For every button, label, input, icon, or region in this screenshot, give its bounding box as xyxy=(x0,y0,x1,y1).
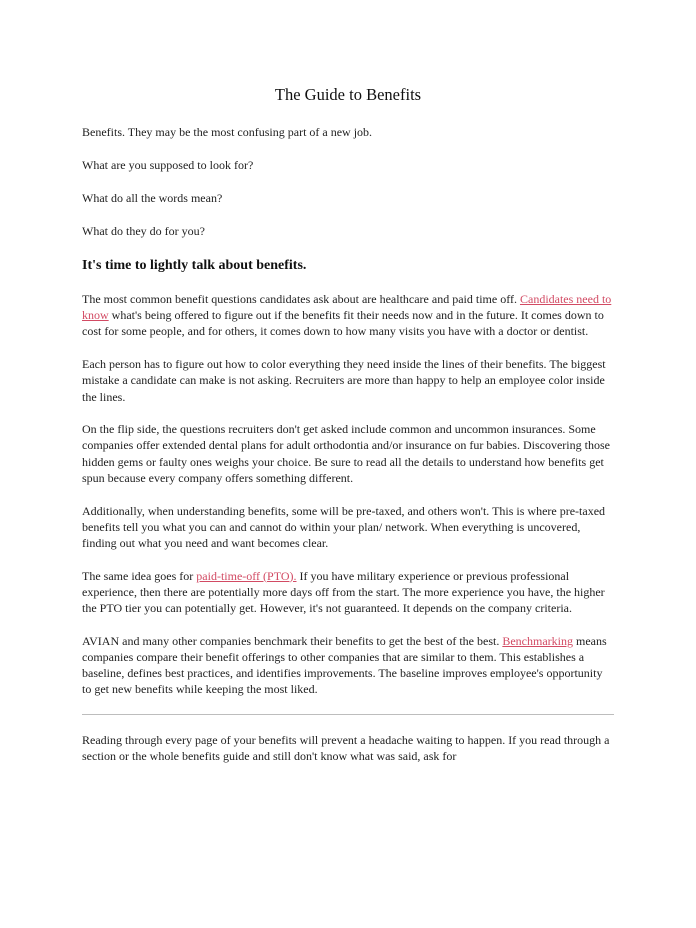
paragraph-text: If you have military experience or previous professional experience, then there are potentially more days off from the start. The more experience you have, the higher the PTO tier you can potentially get. However, it's not guaranteed. It depends on the company criteria. xyxy=(82,568,605,616)
benchmarking-link[interactable]: Benchmarking xyxy=(502,633,573,648)
section-heading: It's time to lightly talk about benefits. xyxy=(82,258,307,273)
paragraph-pto xyxy=(82,568,614,617)
intro-line: What are you supposed to look for? xyxy=(82,158,254,172)
page-title: The Guide to Benefits xyxy=(274,85,422,104)
paragraph-healthcare xyxy=(82,291,614,340)
intro-line: What do they do for you? xyxy=(82,224,205,238)
paragraph-flip-side: On the flip side, the questions recruiters don't get asked include common and uncommon insurances. Some companies offer extended dental plans for adult orthodontia and/or insurance on fur babies. Discovering those hidden gems or faulty ones weighs your choice. Be sure to read all the details to understand how benefits get spun because every company offers something different. xyxy=(82,422,610,485)
paragraph-reading-through: Reading through every page of your benefits will prevent a headache waiting to happen. If you read through a section or the whole benefits guide and still don't know what was said, ask for xyxy=(82,733,610,764)
candidates-need-to-know-link[interactable]: Candidates need to know xyxy=(82,292,612,323)
paid-time-off-link[interactable]: paid-time-off (PTO). xyxy=(196,568,297,583)
intro-line: Benefits. They may be the most confusing part of a new job. xyxy=(82,125,373,139)
paragraph-text: The most common benefit questions candidates ask about are healthcare and paid time off. xyxy=(82,292,520,306)
paragraph-benchmark xyxy=(82,633,614,698)
document-page xyxy=(82,84,614,781)
paragraph-text: The same idea goes for xyxy=(82,568,197,583)
section-divider xyxy=(82,714,614,715)
paragraph-text: what's being offered to figure out if the benefits fit their needs now and in the future. It comes down to cost for some people, and for others, it comes down to how many visits you have with a doctor or dentist. xyxy=(82,308,604,339)
paragraph-text: means companies compare their benefit offerings to other companies that are similar to them. This establishes a baseline, defines best practices, and identifies improvements. The baseline improves employee's opportunity to get new benefits while keeping the most liked. xyxy=(82,633,607,697)
paragraph-color-inside-lines: Each person has to figure out how to color everything they need inside the lines of their benefits. The biggest mistake a candidate can make is not asking. Recruiters are more than happy to help an employee color inside the lines. xyxy=(82,357,606,404)
intro-line: What do all the words mean? xyxy=(82,191,223,205)
paragraph-text: AVIAN and many other companies benchmark their benefits to get the best of the best. xyxy=(82,633,503,648)
paragraph-pre-taxed: Additionally, when understanding benefits, some will be pre-taxed, and others won't. This is where pre-taxed benefits tell you what you can and cannot do within your plan/ network. When everything is uncovered, finding out what you need and want becomes clear. xyxy=(82,503,606,550)
